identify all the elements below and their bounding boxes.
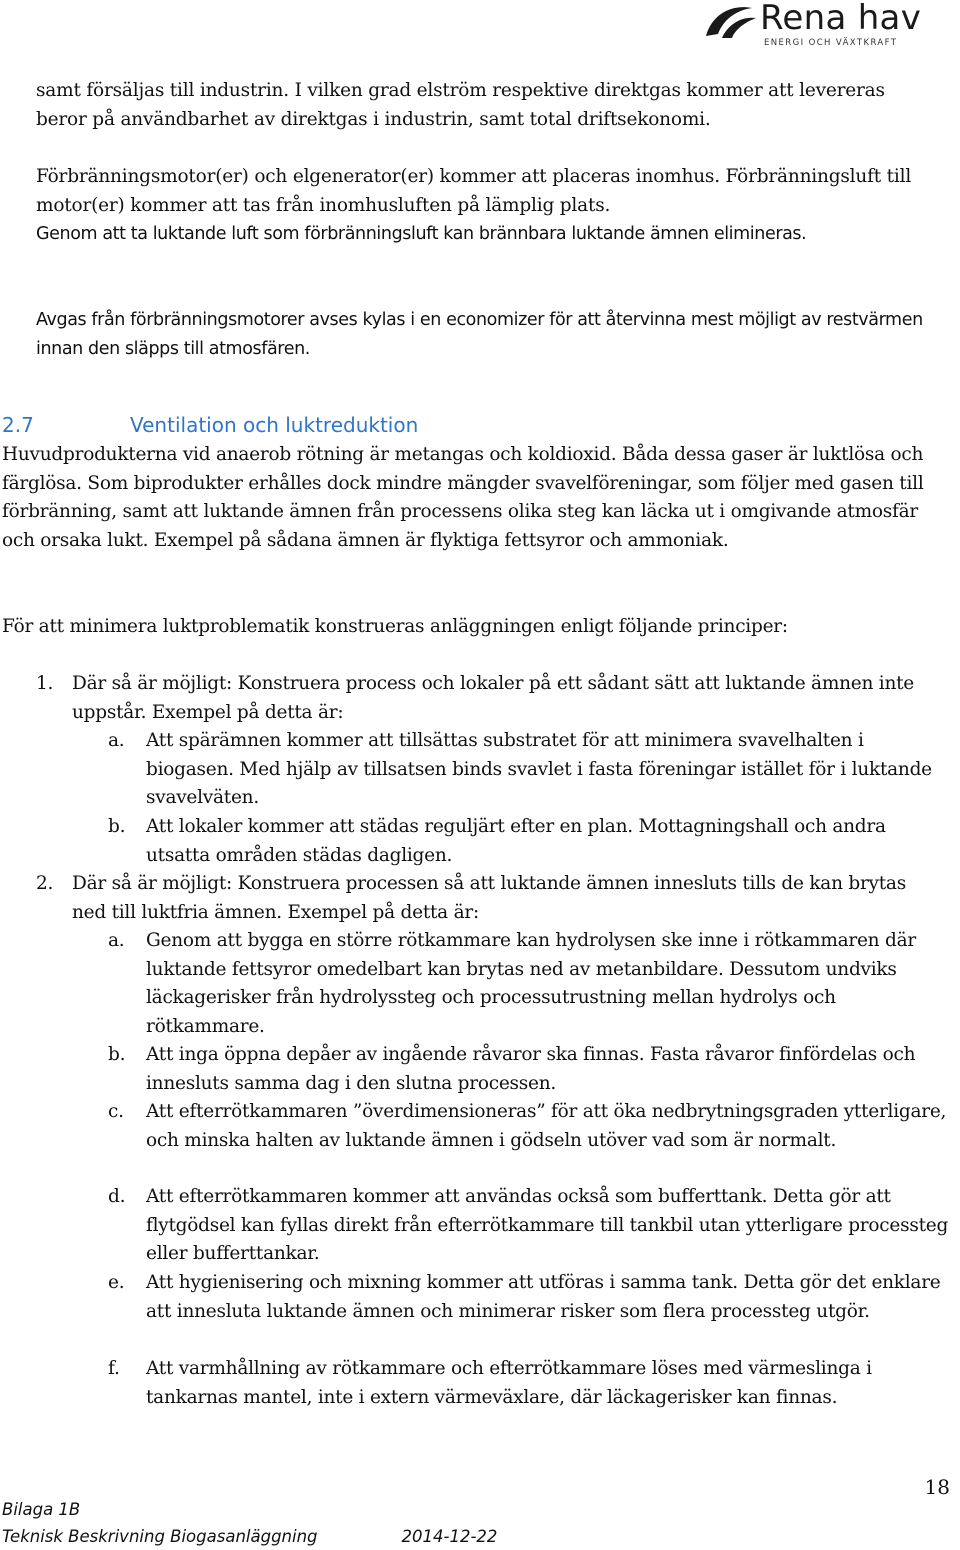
list-marker: 2. [36, 873, 54, 894]
sub-list-marker: e. [108, 1272, 125, 1293]
sub-list-marker: b. [108, 816, 126, 837]
footer-document-title: Teknisk Beskrivning Biogasanläggning [2, 1527, 318, 1546]
section-paragraph-1: Huvudprodukterna vid anaerob rötning är metangas och koldioxid. Båda dessa gaser är luktlösa och färglösa. Som biprodukter erhålles dock mindre mängder svavelföreningar, som följer med gasen till förbränning, samt att luktande ämnen från processens olika steg kan läcka ut i omgivande atmosfär och orsaka lukt. Exempel på sådana ämnen är flyktiga fettsyror och ammoniak. [2, 444, 924, 551]
footer-date: 2014-12-22 [401, 1527, 498, 1546]
sub-list-item [108, 813, 953, 870]
logo-tagline: ENERGI OCH VÄXTKRAFT [764, 38, 898, 48]
list-item-text: Där så är möjligt: Konstruera processen så att luktande ämnen innesluts tills de kan brytas ned till luktfria ämnen. Exempel på detta är: [72, 873, 906, 923]
section-heading [2, 410, 418, 440]
sub-list-item [108, 727, 953, 813]
list-marker: 1. [36, 673, 54, 694]
sub-list-item [108, 927, 953, 1041]
sub-list-marker: a. [108, 930, 125, 951]
sub-list-item-text: Att efterrötkammaren kommer att användas också som bufferttank. Detta gör att flytgödsel kan fyllas direkt från efterrötkammare till tankbil utan ytterligare processteg eller bufferttankar. [146, 1186, 949, 1264]
sub-list-item-text: Att spärämnen kommer att tillsättas substratet för att minimera svavelhalten i biogasen. Med hjälp av tillsatsen binds svavlet i fasta föreningar istället för i luktande svavelväten. [146, 730, 932, 808]
company-logo [702, 0, 942, 52]
sub-list-item-text: Att lokaler kommer att städas reguljärt efter en plan. Mottagningshall och andra utsatta områden städas dagligen. [146, 816, 886, 866]
intro-paragraph-1: samt försäljas till industrin. I vilken grad elström respektive direktgas kommer att levereras beror på användbarhet av direktgas i industrin, samt total driftsekonomi. [36, 80, 885, 130]
sub-list-marker: c. [108, 1101, 124, 1122]
section-paragraph-2: För att minimera luktproblematik konstrueras anläggningen enligt följande principer: [2, 616, 788, 637]
section-number: 2.7 [2, 413, 34, 437]
sub-list-item-text: Genom att bygga en större rötkammare kan hydrolysen ske inne i rötkammaren där luktande fettsyror omedelbart kan brytas ned av metanbildare. Dessutom undviks läckagerisker från hydrolyssteg och processutrustning mellan hydrolys och rötkammare. [146, 930, 916, 1037]
list-item-text: Där så är möjligt: Konstruera process och lokaler på ett sådant sätt att luktande ämnen inte uppstår. Exempel på detta är: [72, 673, 914, 723]
sub-list-item [108, 1041, 953, 1098]
sub-list-item [108, 1183, 953, 1269]
sub-list-marker: b. [108, 1044, 126, 1065]
sub-list-marker: a. [108, 730, 125, 751]
page-number: 18 [924, 1475, 950, 1499]
section-title: Ventilation och luktreduktion [130, 413, 419, 437]
footer [2, 1496, 497, 1550]
intro-paragraph-2b: Genom att ta luktande luft som förbränningsluft kan brännbara luktande ämnen elimineras. [36, 224, 807, 244]
sub-list-marker: d. [108, 1186, 126, 1207]
list-item [36, 870, 941, 927]
sub-list-item-text: Att varmhållning av rötkammare och efterrötkammare löses med värmeslinga i tankarnas mantel, inte i extern värmeväxlare, där läckagerisker kan finnas. [146, 1358, 872, 1408]
sub-list-item [108, 1098, 953, 1155]
sub-list-item [108, 1355, 953, 1412]
footer-appendix: Bilaga 1B [2, 1500, 81, 1519]
sub-list-item-text: Att hygienisering och mixning kommer att utföras i samma tank. Detta gör det enklare att innesluta luktande ämnen och minimerar risker som flera processteg utgör. [146, 1272, 941, 1322]
intro-paragraph-2: Förbränningsmotor(er) och elgenerator(er) kommer att placeras inomhus. Förbränningsluft till motor(er) kommer att tas från inomhusluften på lämplig plats. [36, 166, 912, 216]
list-item [36, 670, 941, 727]
logo-name: Rena hav [760, 0, 922, 38]
sub-list-item [108, 1269, 953, 1326]
intro-paragraph-3: Avgas från förbränningsmotorer avses kylas i en economizer för att återvinna mest möjligt av restvärmen innan den släpps till atmosfären. [36, 310, 923, 359]
wave-logo-icon [702, 2, 758, 42]
sub-list-item-text: Att inga öppna depåer av ingående råvaror ska finnas. Fasta råvaror finfördelas och innesluts samma dag i den slutna processen. [146, 1044, 916, 1094]
sub-list-marker: f. [108, 1358, 120, 1379]
sub-list-item-text: Att efterrötkammaren ”överdimensioneras” för att öka nedbrytningsgraden ytterligare, och minska halten av luktande ämnen i gödseln utöver vad som är normalt. [146, 1101, 947, 1151]
